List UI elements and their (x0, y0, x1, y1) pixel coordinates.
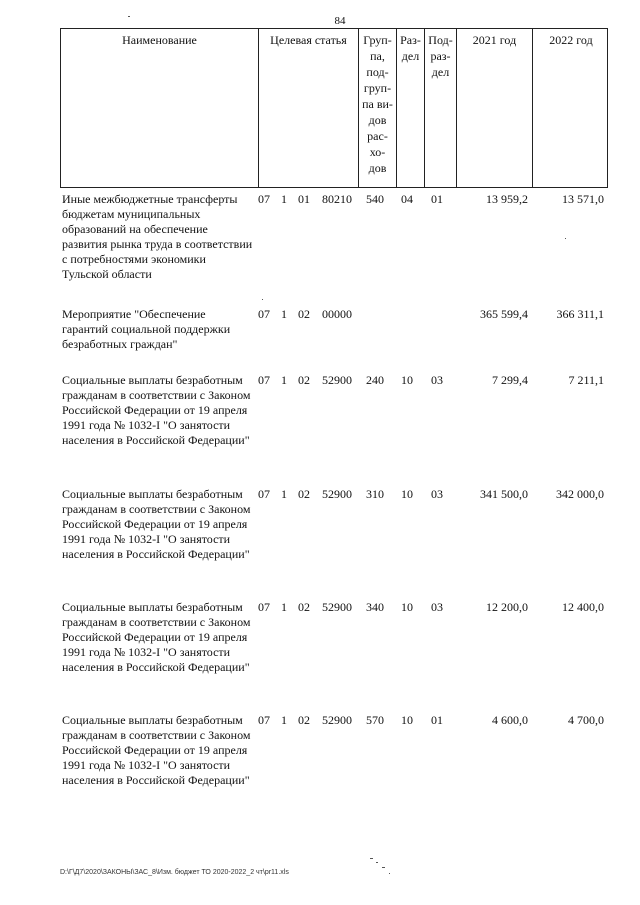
cs-part4: 52900 (322, 487, 352, 501)
scan-speck (382, 867, 385, 868)
group-code: 310 (366, 487, 384, 501)
cs-part3: 02 (298, 307, 310, 321)
header-target: Целевая статья (259, 29, 359, 187)
file-path-footer: D:\Г\Д7\2020\ЗАКОНЫ\ЗАС_8\Изм. бюджет ТО 2020-2022_2 чт\pr11.xls (60, 869, 289, 876)
cs-part2: 1 (281, 373, 287, 387)
header-2021: 2021 год (457, 29, 533, 187)
cs-part1: 07 (258, 600, 270, 614)
scan-speck (376, 862, 378, 863)
cs-part2: 1 (281, 713, 287, 727)
cs-part2: 1 (281, 600, 287, 614)
cs-part4: 52900 (322, 713, 352, 727)
group-code: 340 (366, 600, 384, 614)
value-2021: 4 600,0 (492, 713, 528, 727)
group-code: 240 (366, 373, 384, 387)
value-2021: 341 500,0 (480, 487, 528, 501)
value-2022: 4 700,0 (568, 713, 604, 727)
cs-part2: 1 (281, 192, 287, 206)
header-group: Груп- па, под- груп- па ви- дов рас- хо- дов (359, 29, 397, 187)
cs-part4: 52900 (322, 600, 352, 614)
cs-part2: 1 (281, 487, 287, 501)
scan-speck (128, 16, 130, 17)
table-header (60, 28, 608, 188)
cs-part4: 00000 (322, 307, 352, 321)
value-2021: 7 299,4 (492, 373, 528, 387)
row-name: Мероприятие "Обеспечение гарантий социальной поддержки безработных граждан" (62, 307, 231, 351)
razdel-code: 10 (401, 713, 413, 727)
row-name: Социальные выплаты безработным гражданам в соответствии с Законом Российской Федерации от 19 апреля 1991 года № 1032-I "О занятости населения в Российской Федерации" (62, 487, 251, 561)
value-2021: 365 599,4 (480, 307, 528, 321)
podrazdel-code: 03 (431, 487, 443, 501)
header-razdel: Раз- дел (397, 29, 425, 187)
value-2022: 12 400,0 (562, 600, 604, 614)
value-2022: 366 311,1 (556, 307, 604, 321)
group-code: 570 (366, 713, 384, 727)
row-name: Иные межбюджетные трансферты бюджетам муниципальных образований на обеспечение развития рынка труда в соответствии с потребностями экономики Тульской области (62, 192, 253, 281)
value-2022: 342 000,0 (556, 487, 604, 501)
scan-speck (565, 238, 566, 239)
page-number: 84 (334, 15, 346, 27)
cs-part2: 1 (281, 307, 287, 321)
cs-part1: 07 (258, 487, 270, 501)
header-2022: 2022 год (549, 33, 593, 47)
value-2022: 7 211,1 (568, 373, 604, 387)
cs-part4: 52900 (322, 373, 352, 387)
podrazdel-code: 01 (431, 192, 443, 206)
podrazdel-code: 03 (431, 600, 443, 614)
cs-part3: 02 (298, 487, 310, 501)
value-2021: 12 200,0 (486, 600, 528, 614)
row-name: Социальные выплаты безработным гражданам в соответствии с Законом Российской Федерации от 19 апреля 1991 года № 1032-I "О занятости населения в Российской Федерации" (62, 600, 251, 674)
podrazdel-code: 01 (431, 713, 443, 727)
cs-part3: 01 (298, 192, 310, 206)
cs-part1: 07 (258, 307, 270, 321)
podrazdel-code: 03 (431, 373, 443, 387)
razdel-code: 10 (401, 487, 413, 501)
scan-speck (389, 873, 390, 874)
cs-part3: 02 (298, 600, 310, 614)
row-name: Социальные выплаты безработным гражданам в соответствии с Законом Российской Федерации от 19 апреля 1991 года № 1032-I "О занятости населения в Российской Федерации" (62, 713, 251, 787)
razdel-code: 04 (401, 192, 413, 206)
scan-speck (262, 299, 263, 300)
razdel-code: 10 (401, 600, 413, 614)
cs-part1: 07 (258, 713, 270, 727)
cs-part3: 02 (298, 713, 310, 727)
cs-part4: 80210 (322, 192, 352, 206)
razdel-code: 10 (401, 373, 413, 387)
value-2022: 13 571,0 (562, 192, 604, 206)
header-podrazdel: Под- раз- дел (425, 29, 457, 187)
scan-speck (370, 858, 373, 859)
cs-part3: 02 (298, 373, 310, 387)
group-code: 540 (366, 192, 384, 206)
header-name: Наименование (61, 29, 259, 187)
value-2021: 13 959,2 (486, 192, 528, 206)
cs-part1: 07 (258, 373, 270, 387)
row-name: Социальные выплаты безработным гражданам в соответствии с Законом Российской Федерации от 19 апреля 1991 года № 1032-I "О занятости населения в Российской Федерации" (62, 373, 251, 447)
cs-part1: 07 (258, 192, 270, 206)
